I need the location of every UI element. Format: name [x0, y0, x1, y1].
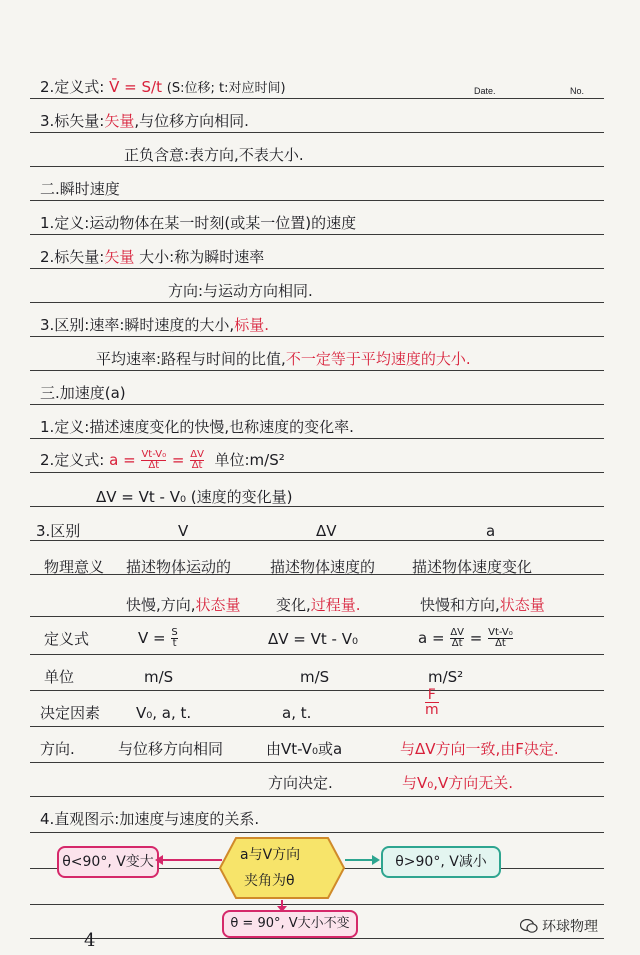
def-a-den2: Δt — [495, 638, 506, 649]
ruled-line — [30, 234, 604, 235]
frac1-den: Δt — [148, 460, 160, 471]
ruled-line — [30, 762, 604, 763]
date-label: Date. — [474, 86, 496, 96]
number-label: No. — [570, 86, 585, 96]
watermark — [520, 916, 598, 936]
def-a-lhs: a = — [418, 629, 445, 647]
direction-dv: 由Vt-V₀或a — [266, 740, 343, 758]
ruled-line — [30, 654, 604, 655]
avg-velocity-formula: V̄ = S/t — [109, 78, 162, 96]
ruled-line — [30, 438, 604, 439]
frac1-num: Vt-V₀ — [141, 449, 167, 460]
ruled-line — [30, 200, 604, 201]
factor-a-fraction — [425, 688, 439, 717]
meaning-a-2 — [420, 596, 545, 614]
ruled-line — [30, 268, 604, 269]
def-a — [418, 628, 514, 649]
vector-term: 矢量 — [104, 112, 135, 130]
acceleration-formula-line — [40, 450, 285, 471]
arrow-right — [345, 859, 375, 861]
scalar-term: 标量. — [234, 316, 269, 334]
factor-a — [424, 688, 440, 717]
meaning-dv-2-red: 过程量. — [310, 596, 361, 614]
def-v-den: t — [172, 638, 177, 649]
ruled-line — [30, 796, 604, 797]
ruled-line — [30, 166, 604, 167]
table-header-dv: ΔV — [316, 522, 337, 540]
hexagon-text-1: a与V方向 — [240, 847, 301, 863]
inst-vector-term: 矢量 — [104, 248, 135, 266]
def-a-den1: Δt — [451, 638, 463, 649]
meaning-dv-2 — [276, 596, 361, 614]
meaning-a-2-red: 状态量 — [499, 596, 545, 614]
unit-label: 单位 — [44, 668, 75, 686]
factor-a-den: m — [425, 702, 439, 718]
def-v — [138, 628, 179, 649]
ruled-line — [30, 938, 604, 939]
direction-a-2: 与V₀,V方向无关. — [402, 774, 514, 792]
diagram-title: 4.直观图示:加速度与速度的关系. — [40, 810, 260, 828]
instantaneous-vector-line — [40, 248, 264, 266]
meaning-dv-2-text: 变化, — [276, 596, 311, 614]
ruled-line — [30, 690, 604, 691]
avg-speed-prefix: 平均速率:路程与时间的比值, — [96, 350, 286, 368]
ruled-line — [30, 98, 604, 99]
section-heading-instantaneous: 二.瞬时速度 — [40, 180, 120, 198]
ruled-line — [30, 336, 604, 337]
definition-label: 定义式 — [44, 630, 90, 648]
ruled-line — [30, 302, 604, 303]
average-speed-line — [96, 350, 471, 368]
meaning-v-2 — [126, 596, 241, 614]
angle-greater-90-box: θ>90°, V减小 — [381, 846, 501, 878]
acceleration-definition: 1.定义:描述速度变化的快慢,也称速度的变化率. — [40, 418, 354, 436]
factor-label: 决定因素 — [40, 704, 101, 722]
unit-dv: m/S — [300, 668, 330, 686]
def-a-equals: = — [469, 629, 483, 647]
meaning-v: 描述物体运动的 — [126, 558, 232, 576]
ruled-line — [30, 904, 604, 905]
avg-velocity-definition — [40, 78, 286, 98]
def-v-lhs: V = — [138, 629, 166, 647]
direction-label: 方向. — [40, 740, 75, 758]
sign-meaning: 正负含意:表方向,不表大小. — [124, 146, 304, 164]
def-dv: ΔV = Vt - V₀ — [268, 630, 358, 648]
direction-a: 与ΔV方向一致,由F决定. — [400, 740, 559, 758]
accel-def-prefix: 2.定义式: — [40, 451, 105, 469]
table-header-a: a — [486, 522, 496, 540]
factor-dv: a, t. — [282, 704, 312, 722]
unit-v: m/S — [144, 668, 174, 686]
angle-equal-90-box: θ = 90°, V大小不变 — [222, 910, 358, 938]
ruled-line — [30, 832, 604, 833]
unit-a: m/S² — [428, 668, 464, 686]
arrow-right-head-icon — [372, 855, 380, 865]
ruled-line — [30, 404, 604, 405]
section-heading-acceleration: 三.加速度(a) — [40, 384, 126, 402]
ruled-line — [30, 370, 604, 371]
speed-difference-line — [40, 316, 269, 334]
ruled-line — [30, 472, 604, 473]
avg-speed-note: 不一定等于平均速度的大小. — [285, 350, 471, 368]
vector-rest: ,与位移方向相同. — [134, 112, 249, 130]
def-a-fraction-1 — [450, 628, 464, 649]
ruled-line — [30, 616, 604, 617]
table-header-v: V — [178, 522, 189, 540]
hexagon-text-2: 夹角为θ — [244, 873, 295, 889]
factor-a-num: F — [425, 688, 439, 703]
ruled-line — [30, 540, 604, 541]
angle-less-90-box: θ<90°, V变大 — [57, 846, 159, 878]
frac2-den: Δt — [191, 460, 203, 471]
instantaneous-definition: 1.定义:运动物体在某一时刻(或某一位置)的速度 — [40, 214, 357, 232]
ruled-line — [30, 726, 604, 727]
factor-v: V₀, a, t. — [136, 704, 192, 722]
def-v-fraction — [171, 628, 177, 649]
accel-a-symbol: a = — [109, 451, 136, 469]
ruled-line — [30, 132, 604, 133]
vector-prefix: 3.标矢量: — [40, 112, 105, 130]
arrow-left — [158, 859, 222, 861]
inst-vector-rest: 大小:称为瞬时速率 — [134, 248, 265, 266]
meaning-a-2-text: 快慢和方向, — [420, 596, 500, 614]
accel-fraction-1 — [141, 450, 166, 471]
def-a-num1: ΔV — [450, 627, 464, 638]
frac2-num: ΔV — [190, 449, 204, 460]
meaning-label: 物理意义 — [44, 558, 105, 576]
accel-unit: 单位:m/S² — [214, 451, 285, 469]
page-number: 4 — [84, 930, 96, 951]
accel-equals: = — [171, 451, 185, 469]
table-header-label: 3.区别 — [36, 522, 81, 540]
wechat-icon — [520, 919, 538, 933]
arrow-left-head-icon — [155, 855, 163, 865]
def-v-num: S — [171, 627, 178, 638]
def-a-fraction-2 — [488, 628, 513, 649]
speed-prefix: 3.区别:速率:瞬时速度的大小, — [40, 316, 235, 334]
meaning-dv: 描述物体速度的 — [270, 558, 376, 576]
direction-v: 与位移方向相同 — [118, 740, 224, 758]
direction-line: 方向:与运动方向相同. — [168, 282, 313, 300]
def-a-num2: Vt-V₀ — [488, 627, 513, 638]
inst-vector-prefix: 2.标矢量: — [40, 248, 105, 266]
delta-v-line: ΔV = Vt - V₀ (速度的变化量) — [96, 488, 293, 506]
formula-note: (S:位移; t:对应时间) — [166, 81, 286, 96]
direction-dv-2: 方向决定. — [268, 774, 333, 792]
meaning-a: 描述物体速度变化 — [412, 558, 533, 576]
meaning-v-2-text: 快慢,方向, — [126, 596, 196, 614]
watermark-text: 环球物理 — [542, 919, 598, 935]
accel-fraction-2 — [190, 450, 204, 471]
ruled-line — [30, 506, 604, 507]
vector-scalar-line — [40, 112, 249, 130]
def-prefix: 2.定义式: — [40, 78, 105, 96]
meaning-v-2-red: 状态量 — [195, 596, 241, 614]
